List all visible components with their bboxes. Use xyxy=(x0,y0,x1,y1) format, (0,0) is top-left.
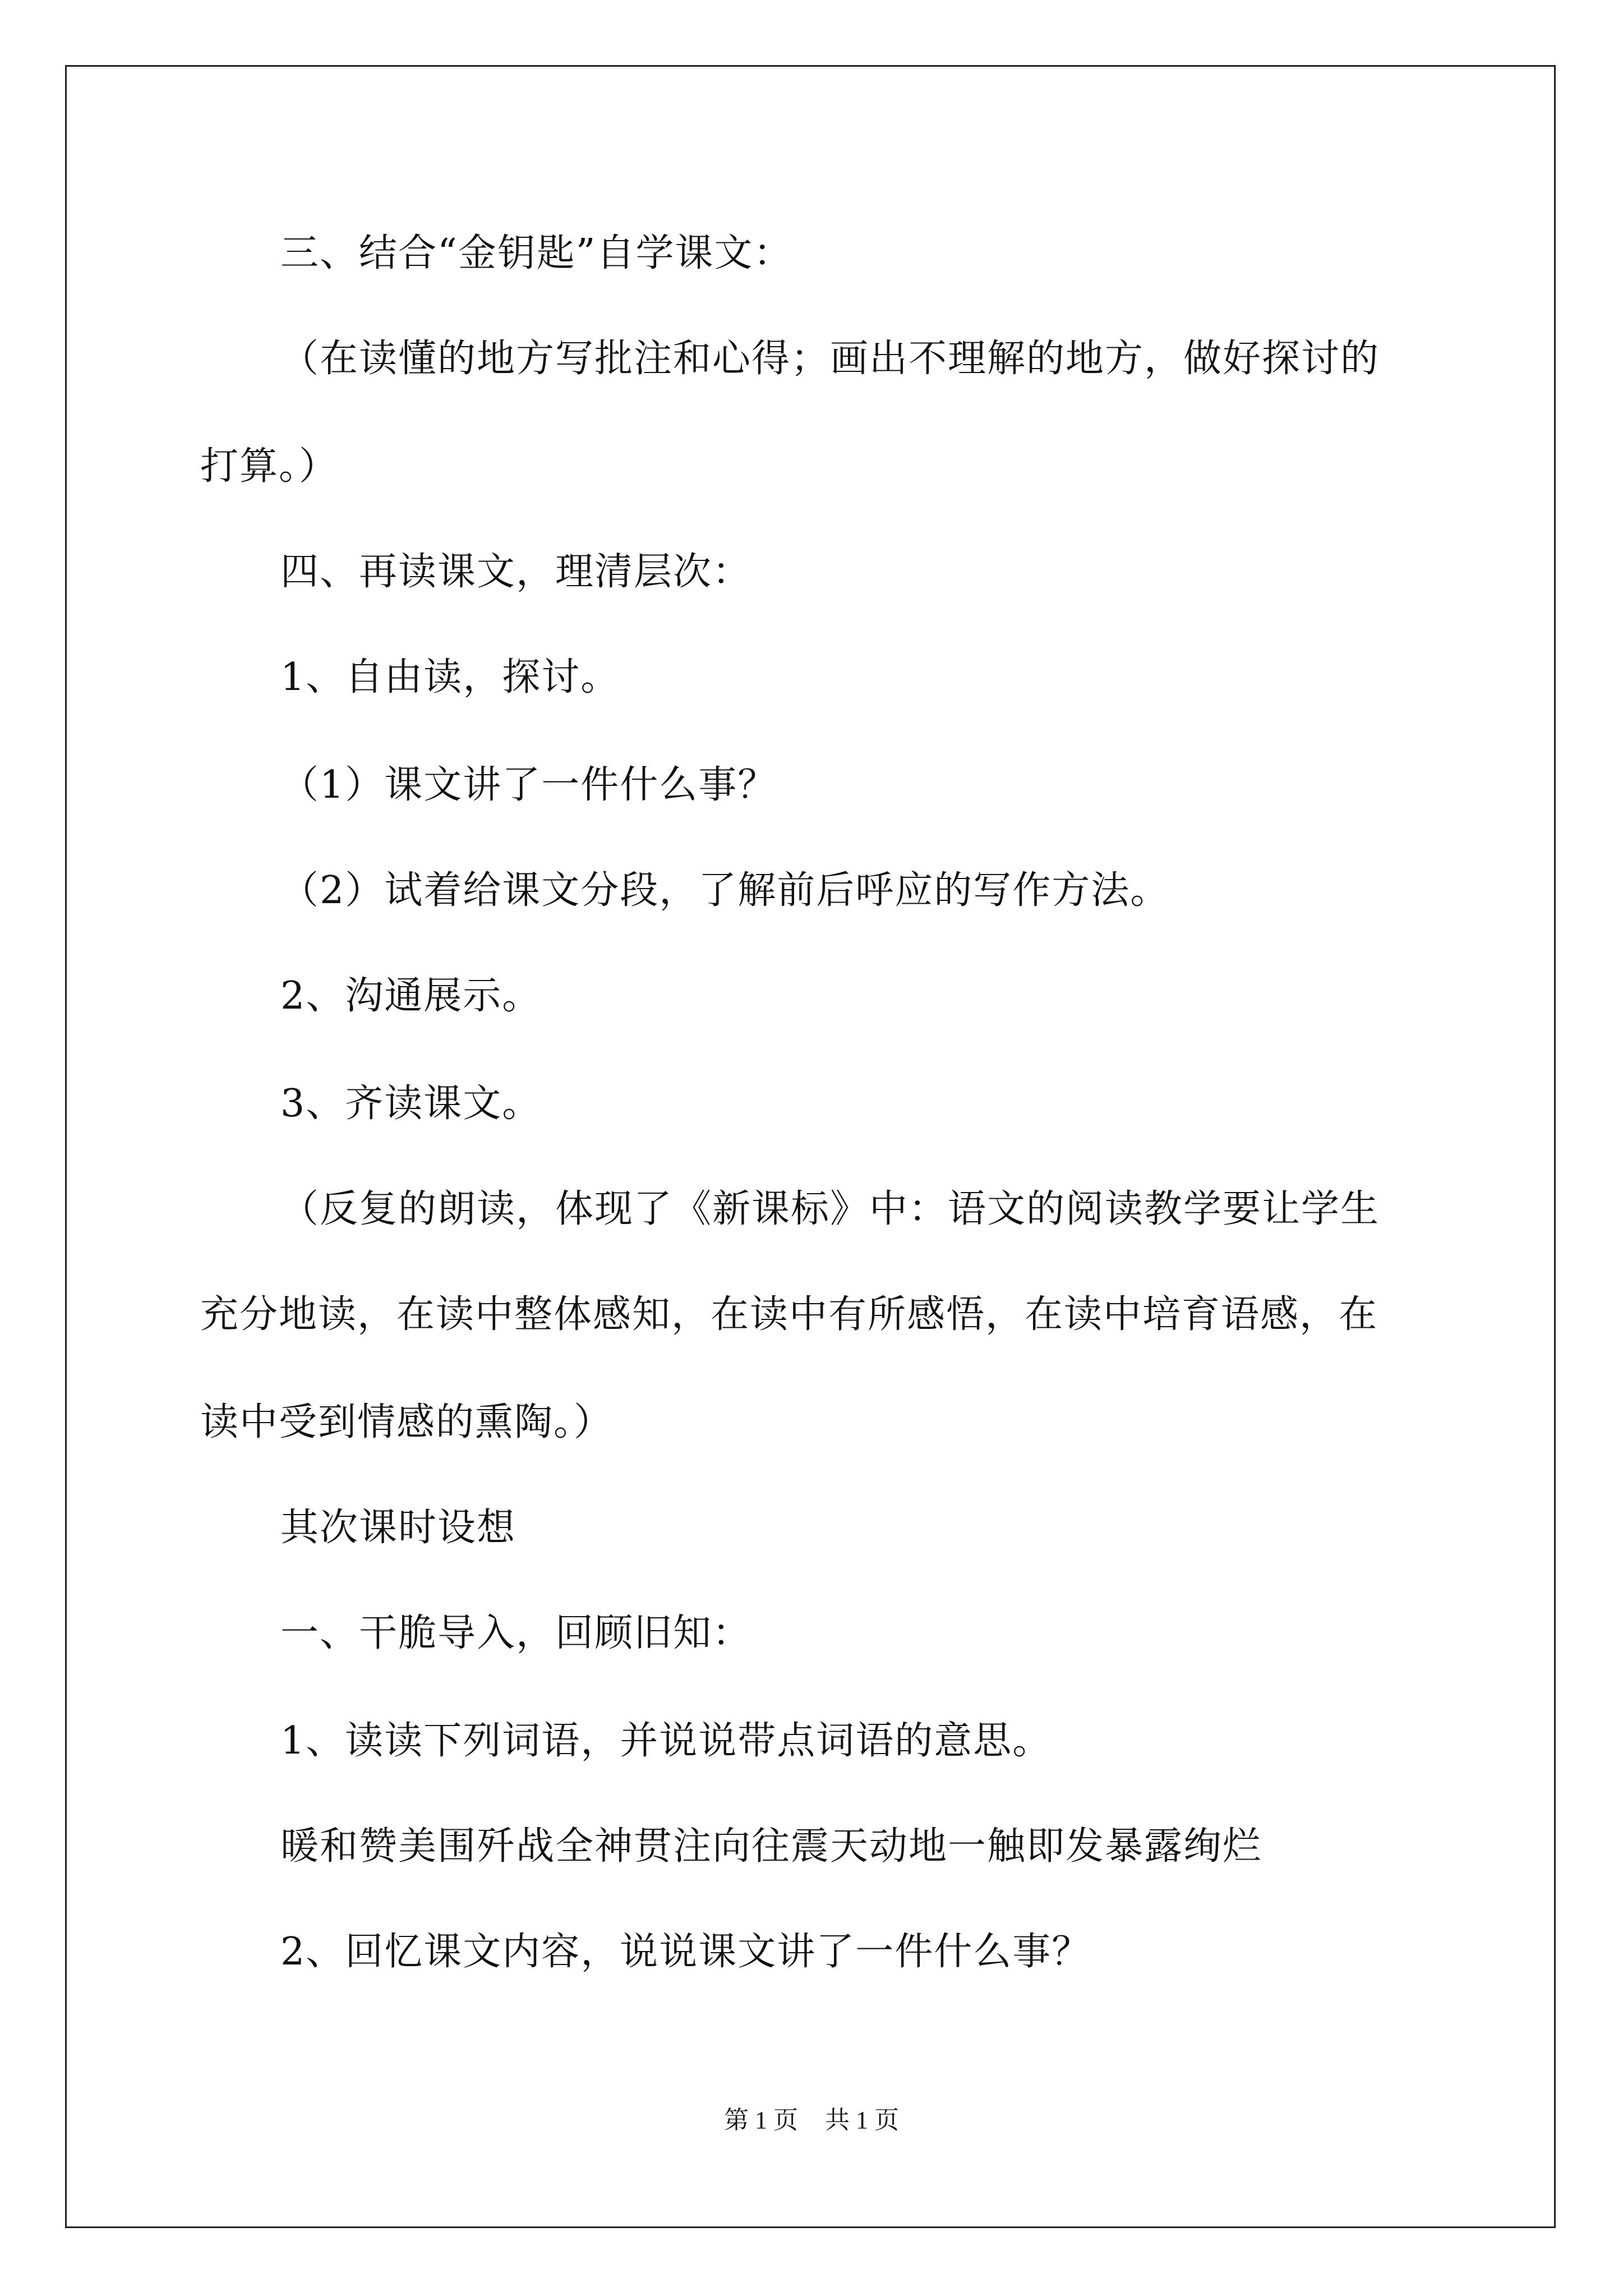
list-item-1: 1、自由读，探讨。 xyxy=(280,655,620,700)
list-item-recall: 2、回忆课文内容，说说课文讲了一件什么事？ xyxy=(280,1930,1091,1974)
sub-item-2: （2）试着给课文分段，了解前后呼应的写作方法。 xyxy=(280,868,1170,913)
paragraph-reading-line-1: （反复的朗读，体现了《新课标》中：语文的阅读教学要让学生 xyxy=(280,1187,1380,1231)
page-total: 共 1 页 xyxy=(825,2106,899,2134)
paragraph-reading-line-3: 读中受到情感的熏陶。） xyxy=(200,1400,614,1444)
page-border xyxy=(65,65,1556,2228)
list-item-2: 2、沟通展示。 xyxy=(280,974,542,1018)
paragraph-annotation-line-1: （在读懂的地方写批注和心得；画出不理解的地方，做好探讨的 xyxy=(280,337,1380,381)
paragraph-reading-line-2: 充分地读，在读中整体感知，在读中有所感悟，在读中培育语感，在 xyxy=(200,1292,1378,1337)
section-title: 其次课时设想 xyxy=(280,1506,517,1550)
list-item-words: 1、读读下列词语，并说说带点词语的意思。 xyxy=(280,1719,1052,1763)
word-list: 暖和赞美围歼战全神贯注向往震天动地一触即发暴露绚烂 xyxy=(280,1824,1262,1869)
sub-item-1: （1）课文讲了一件什么事？ xyxy=(280,763,777,807)
heading-one: 一、干脆导入，回顾旧知： xyxy=(280,1611,752,1655)
heading-three: 三、结合“金钥匙”自学课文： xyxy=(280,231,793,275)
page-footer xyxy=(0,2105,1623,2136)
list-item-3: 3、齐读课文。 xyxy=(280,1082,542,1126)
heading-four: 四、再读课文，理清层次： xyxy=(280,550,752,594)
page-number: 第 1 页 xyxy=(724,2106,798,2134)
paragraph-annotation-line-2: 打算。） xyxy=(200,444,339,489)
